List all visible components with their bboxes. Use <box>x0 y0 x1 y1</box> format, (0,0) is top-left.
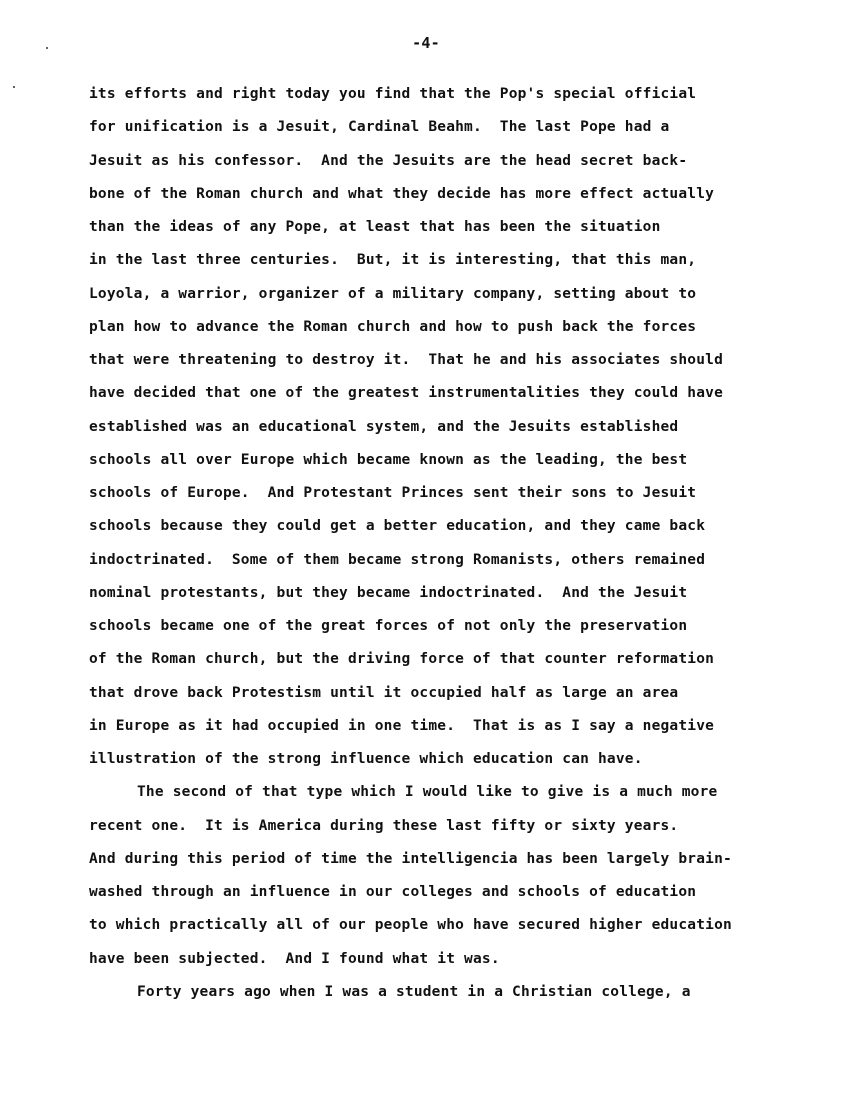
text-line: recent one. It is America during these last fifty or sixty years. <box>89 817 679 834</box>
paragraph-start-line: Forty years ago when I was a student in a Christian college, a <box>137 983 691 1000</box>
page-number: -4- <box>412 34 440 52</box>
text-line: plan how to advance the Roman church and how to push back the forces <box>89 318 697 335</box>
text-line: than the ideas of any Pope, at least that has been the situation <box>89 219 661 235</box>
text-line: schools all over Europe which became known as the leading, the best <box>89 451 688 468</box>
text-line: its efforts and right today you find that the Pop's special official <box>89 86 697 102</box>
text-line: washed through an influence in our colleges and schools of education <box>89 884 697 900</box>
text-line: Jesuit as his confessor. And the Jesuits are the head secret back- <box>89 152 688 169</box>
text-line: that were threatening to destroy it. That he and his associates should <box>89 352 724 368</box>
text-line: have decided that one of the greatest instrumentalities they could have <box>89 385 724 402</box>
text-line: in the last three centuries. But, it is interesting, that this man, <box>89 252 697 269</box>
text-line: indoctrinated. Some of them became strong Romanists, others remained <box>89 551 706 568</box>
text-line: bone of the Roman church and what they decide has more effect actually <box>89 185 715 202</box>
text-line: illustration of the strong influence which education can have. <box>89 751 643 767</box>
text-line: in Europe as it had occupied in one time. That is as I say a negative <box>89 717 715 734</box>
text-line: for unification is a Jesuit, Cardinal Beahm. The last Pope had a <box>89 119 670 136</box>
text-line: nominal protestants, but they became indoctrinated. And the Jesuit <box>89 584 688 601</box>
text-line: Loyola, a warrior, organizer of a military company, setting about to <box>89 285 697 302</box>
text-line: of the Roman church, but the driving force of that counter reformation <box>89 651 715 668</box>
text-line: to which practically all of our people who have secured higher education <box>89 917 732 934</box>
text-line: And during this period of time the intelligencia has been largely brain- <box>89 850 732 867</box>
body-text <box>89 84 829 1015</box>
scan-speck <box>13 86 15 88</box>
text-line: schools of Europe. And Protestant Princes sent their sons to Jesuit <box>89 485 697 501</box>
text-line: have been subjected. And I found what it was. <box>89 950 500 967</box>
paragraph-start-line: The second of that type which I would like to give is a much more <box>137 784 718 801</box>
text-line: established was an educational system, and the Jesuits established <box>89 418 679 435</box>
text-line: that drove back Protestism until it occupied half as large an area <box>89 684 679 701</box>
text-line: schools because they could get a better education, and they came back <box>89 518 706 535</box>
text-line: schools became one of the great forces of not only the preservation <box>89 618 688 634</box>
